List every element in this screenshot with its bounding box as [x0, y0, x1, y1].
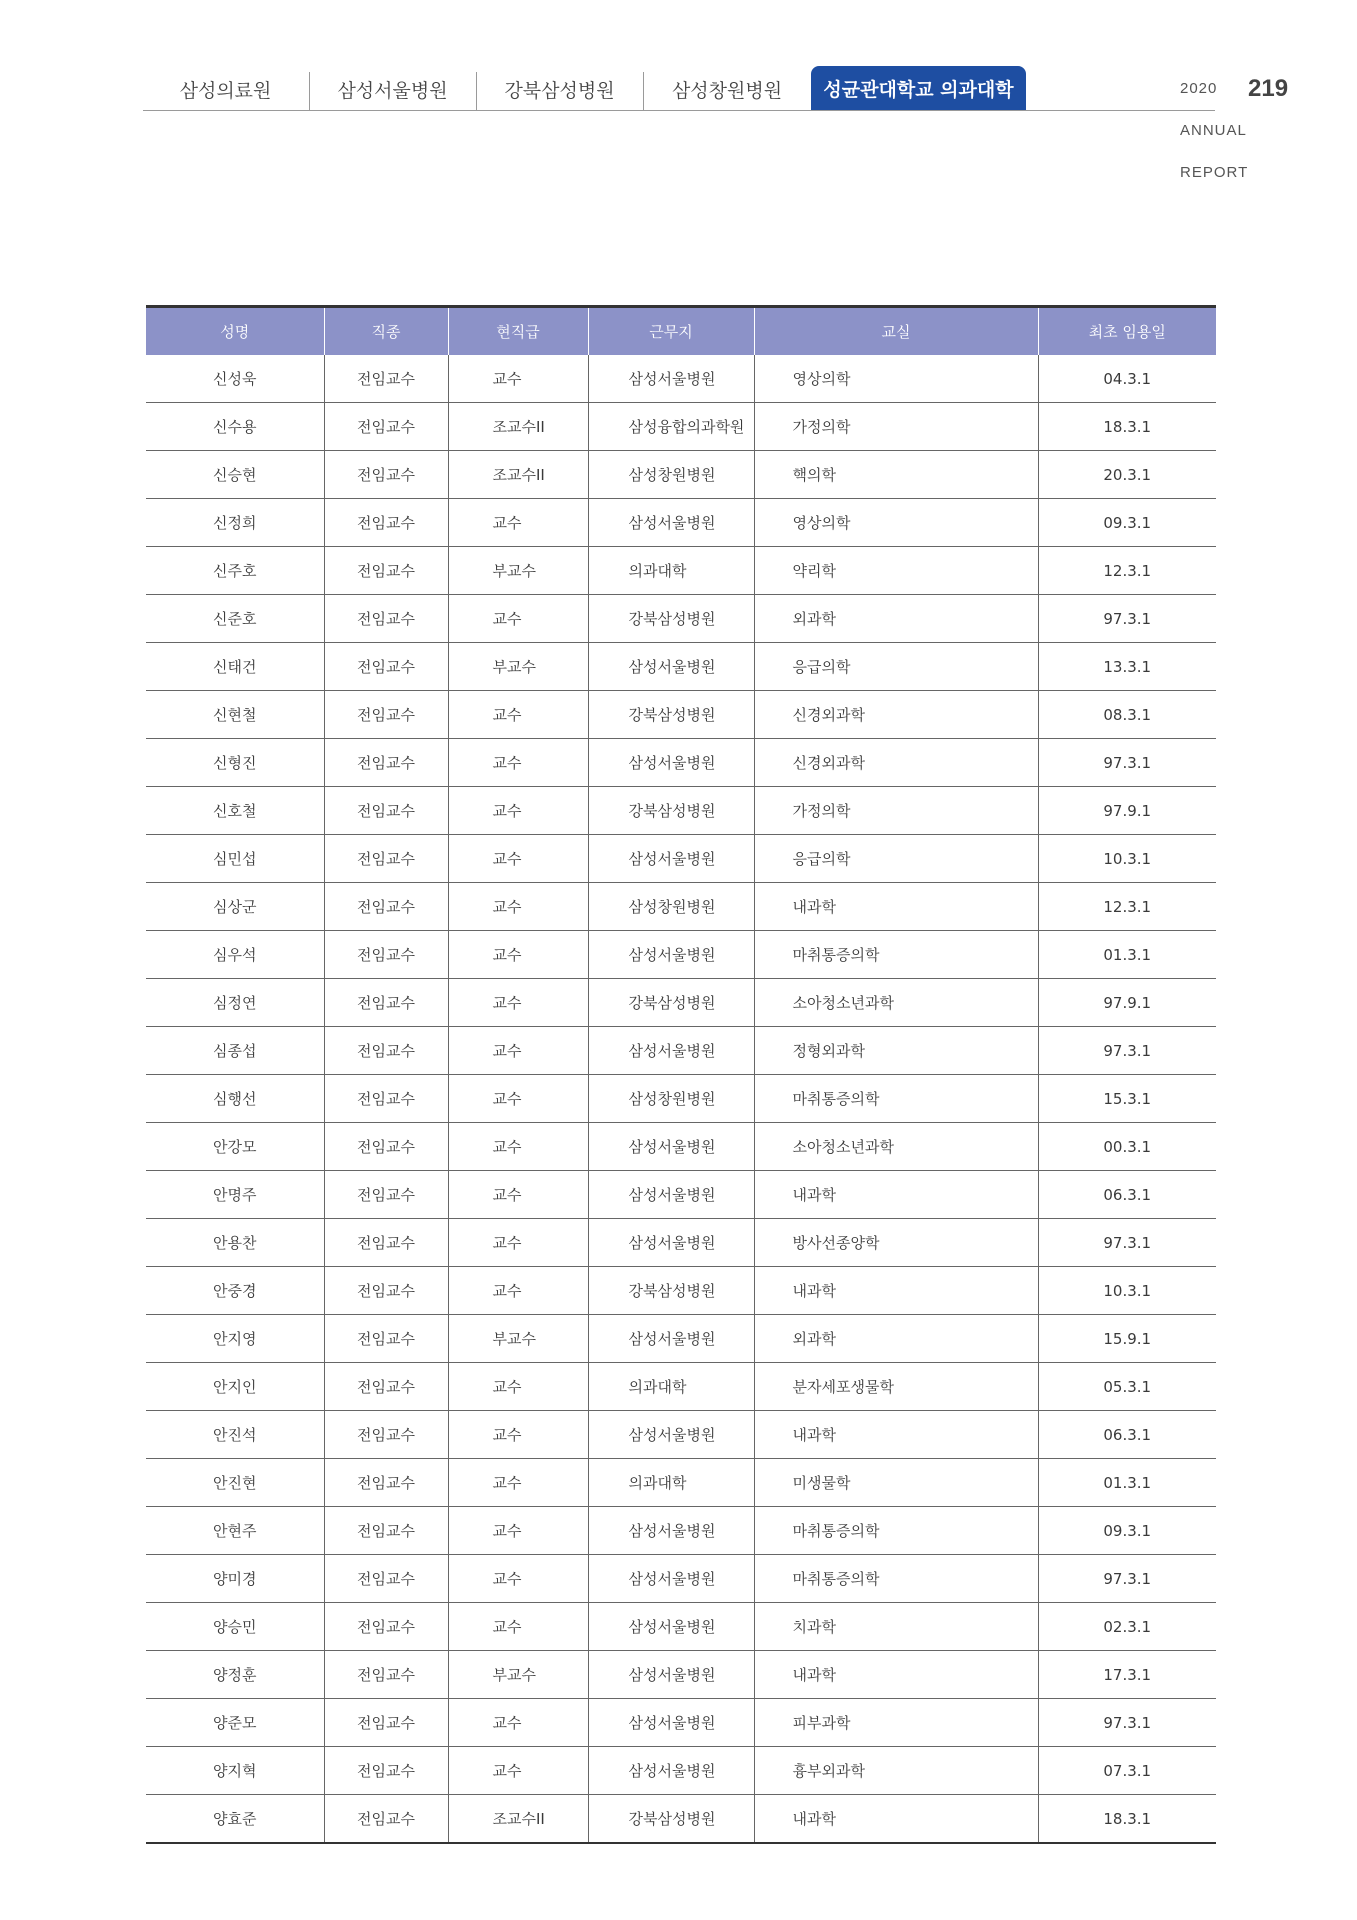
cell-name: 안현주	[146, 1507, 324, 1555]
cell-workplace: 삼성서울병원	[588, 1315, 754, 1363]
cell-workplace: 삼성서울병원	[588, 1699, 754, 1747]
cell-name: 심정연	[146, 979, 324, 1027]
table-row	[146, 883, 1216, 931]
cell-workplace: 강북삼성병원	[588, 595, 754, 643]
cell-first-appointment-date: 15.9.1	[1038, 1315, 1216, 1363]
cell-name: 신준호	[146, 595, 324, 643]
cell-first-appointment-date: 13.3.1	[1038, 643, 1216, 691]
cell-name: 안진현	[146, 1459, 324, 1507]
cell-job-type: 전임교수	[324, 979, 448, 1027]
tab-samsung-seoul-hospital[interactable]: 삼성서울병원	[337, 79, 448, 102]
cell-workplace: 삼성서울병원	[588, 931, 754, 979]
cell-department: 약리학	[754, 547, 1038, 595]
table-row	[146, 1603, 1216, 1651]
cell-name: 신성욱	[213, 370, 257, 388]
cell-first-appointment-date: 12.3.1	[1038, 883, 1216, 931]
table-row	[146, 499, 1216, 547]
page-header	[143, 68, 1249, 181]
cell-job-type: 전임교수	[324, 643, 448, 691]
cell-rank: 교수	[448, 787, 588, 835]
cell-rank: 조교수II	[448, 1795, 588, 1844]
cell-job-type: 전임교수	[324, 1507, 448, 1555]
cell-first-appointment-date: 06.3.1	[1038, 1411, 1216, 1459]
cell-rank: 부교수	[448, 643, 588, 691]
cell-name: 양효준	[146, 1795, 324, 1844]
header-rank: 현직급	[448, 307, 588, 356]
cell-job-type: 전임교수	[324, 403, 448, 451]
cell-department: 가정의학	[754, 787, 1038, 835]
cell-rank: 조교수II	[448, 451, 588, 499]
cell-workplace: 삼성창원병원	[588, 451, 754, 499]
cell-name: 안용찬	[146, 1219, 324, 1267]
cell-workplace: 삼성서울병원	[588, 835, 754, 883]
cell-department: 내과학	[754, 1651, 1038, 1699]
cell-department: 마취통증의학	[754, 1075, 1038, 1123]
cell-first-appointment-date: 97.3.1	[1038, 1219, 1216, 1267]
cell-workplace: 의과대학	[588, 1459, 754, 1507]
cell-rank: 교수	[448, 691, 588, 739]
cell-department: 외과학	[754, 1315, 1038, 1363]
cell-job-type: 전임교수	[324, 1027, 448, 1075]
cell-rank: 교수	[448, 1603, 588, 1651]
cell-department: 핵의학	[754, 451, 1038, 499]
table-row	[146, 1747, 1216, 1795]
cell-first-appointment-date: 01.3.1	[1038, 1459, 1216, 1507]
header-job-type: 직종	[324, 307, 448, 356]
header-name: 성명	[146, 307, 324, 356]
cell-first-appointment-date: 97.9.1	[1038, 979, 1216, 1027]
cell-workplace: 강북삼성병원	[588, 979, 754, 1027]
cell-name: 신호철	[146, 787, 324, 835]
cell-first-appointment-date: 07.3.1	[1038, 1747, 1216, 1795]
header-first-appointment-date: 최초 임용일	[1038, 307, 1216, 356]
table-row	[146, 1651, 1216, 1699]
tab-kangbuk-samsung-hospital[interactable]: 강북삼성병원	[504, 79, 615, 102]
cell-name: 심민섭	[146, 835, 324, 883]
table-row	[146, 1219, 1216, 1267]
cell-rank: 교수	[448, 1411, 588, 1459]
header-workplace: 근무지	[588, 307, 754, 356]
table-row	[146, 1411, 1216, 1459]
cell-department: 흉부외과학	[754, 1747, 1038, 1795]
table-body	[146, 355, 1216, 1843]
cell-job-type: 전임교수	[324, 451, 448, 499]
cell-job-type: 전임교수	[324, 1123, 448, 1171]
cell-workplace: 강북삼성병원	[588, 787, 754, 835]
cell-workplace: 삼성서울병원	[588, 643, 754, 691]
cell-first-appointment-date: 20.3.1	[1038, 451, 1216, 499]
cell-workplace: 삼성서울병원	[588, 1555, 754, 1603]
cell-first-appointment-date: 18.3.1	[1038, 403, 1216, 451]
cell-rank: 교수	[448, 1027, 588, 1075]
cell-name: 양정훈	[146, 1651, 324, 1699]
cell-first-appointment-date: 10.3.1	[1038, 1267, 1216, 1315]
cell-department: 분자세포생물학	[754, 1363, 1038, 1411]
cell-first-appointment-date: 97.9.1	[1038, 787, 1216, 835]
cell-department: 내과학	[754, 1411, 1038, 1459]
table-row	[146, 691, 1216, 739]
cell-first-appointment-date: 12.3.1	[1038, 547, 1216, 595]
cell-name: 안지인	[146, 1363, 324, 1411]
cell-workplace: 강북삼성병원	[588, 1267, 754, 1315]
cell-first-appointment-date: 08.3.1	[1038, 691, 1216, 739]
cell-workplace: 의과대학	[588, 1363, 754, 1411]
cell-name: 양승민	[146, 1603, 324, 1651]
cell-first-appointment-date: 09.3.1	[1038, 1507, 1216, 1555]
cell-department: 소아청소년과학	[754, 979, 1038, 1027]
table-row	[146, 1123, 1216, 1171]
cell-rank: 교수	[448, 1555, 588, 1603]
cell-job-type: 전임교수	[324, 1795, 448, 1844]
cell-workplace: 삼성서울병원	[588, 739, 754, 787]
cell-workplace: 삼성융합의과학원	[588, 403, 754, 451]
cell-department: 피부과학	[754, 1699, 1038, 1747]
cell-department: 내과학	[754, 1267, 1038, 1315]
header-department: 교실	[754, 307, 1038, 356]
cell-workplace: 삼성창원병원	[588, 883, 754, 931]
cell-first-appointment-date: 97.3.1	[1038, 1699, 1216, 1747]
cell-job-type: 전임교수	[324, 1267, 448, 1315]
table-row	[146, 451, 1216, 499]
cell-department: 영상의학	[754, 355, 1038, 403]
table-row	[146, 1171, 1216, 1219]
annual-report-label: 2020 ANNUAL REPORT	[1180, 80, 1249, 181]
cell-name: 신현철	[146, 691, 324, 739]
header-divider	[143, 110, 1215, 111]
cell-job-type: 전임교수	[324, 1315, 448, 1363]
cell-rank: 교수	[448, 499, 588, 547]
cell-first-appointment-date: 06.3.1	[1038, 1171, 1216, 1219]
cell-job-type: 전임교수	[324, 1459, 448, 1507]
cell-job-type: 전임교수	[324, 883, 448, 931]
cell-rank: 교수	[448, 1699, 588, 1747]
cell-rank: 교수	[448, 595, 588, 643]
cell-rank: 교수	[448, 1075, 588, 1123]
cell-department: 치과학	[754, 1603, 1038, 1651]
cell-name: 신태건	[146, 643, 324, 691]
table-row	[146, 979, 1216, 1027]
cell-rank: 교수	[448, 883, 588, 931]
cell-job-type: 전임교수	[324, 355, 448, 403]
table-row	[146, 931, 1216, 979]
table-row	[146, 355, 1216, 403]
table-row	[146, 787, 1216, 835]
cell-rank: 교수	[448, 1171, 588, 1219]
tab-samsung-medical-center[interactable]: 삼성의료원	[179, 79, 272, 102]
cell-name: 신형진	[146, 739, 324, 787]
cell-job-type: 전임교수	[324, 739, 448, 787]
faculty-table	[146, 305, 1216, 1844]
cell-job-type: 전임교수	[324, 835, 448, 883]
cell-workplace: 삼성서울병원	[588, 1171, 754, 1219]
cell-first-appointment-date: 17.3.1	[1038, 1651, 1216, 1699]
cell-department: 응급의학	[754, 835, 1038, 883]
cell-name: 양지혁	[146, 1747, 324, 1795]
cell-rank: 교수	[448, 1747, 588, 1795]
cell-first-appointment-date: 05.3.1	[1038, 1363, 1216, 1411]
cell-first-appointment-date: 01.3.1	[1038, 931, 1216, 979]
cell-name: 안중경	[146, 1267, 324, 1315]
table-row	[146, 1507, 1216, 1555]
cell-first-appointment-date: 02.3.1	[1038, 1603, 1216, 1651]
cell-job-type: 전임교수	[324, 499, 448, 547]
cell-rank: 교수	[448, 1363, 588, 1411]
cell-department: 신경외과학	[754, 739, 1038, 787]
table-header-row	[146, 307, 1216, 356]
cell-job-type: 전임교수	[324, 1219, 448, 1267]
cell-job-type: 전임교수	[324, 1651, 448, 1699]
table-row	[146, 1315, 1216, 1363]
table-row	[146, 1027, 1216, 1075]
cell-name: 양준모	[146, 1699, 324, 1747]
cell-department: 신경외과학	[754, 691, 1038, 739]
cell-department: 가정의학	[754, 403, 1038, 451]
cell-job-type: 전임교수	[324, 595, 448, 643]
table-row	[146, 1699, 1216, 1747]
page-number: 219	[1248, 75, 1289, 102]
cell-department: 마취통증의학	[754, 931, 1038, 979]
cell-name: 심행선	[146, 1075, 324, 1123]
cell-first-appointment-date: 15.3.1	[1038, 1075, 1216, 1123]
cell-job-type: 전임교수	[324, 691, 448, 739]
cell-rank: 교수	[448, 739, 588, 787]
cell-rank: 교수	[448, 931, 588, 979]
cell-job-type: 전임교수	[324, 1411, 448, 1459]
cell-rank: 교수	[448, 979, 588, 1027]
cell-workplace: 삼성서울병원	[588, 1603, 754, 1651]
cell-name: 안명주	[146, 1171, 324, 1219]
cell-job-type: 전임교수	[324, 1603, 448, 1651]
cell-department: 내과학	[754, 1795, 1038, 1844]
cell-department: 마취통증의학	[754, 1555, 1038, 1603]
table-header	[146, 307, 1216, 356]
cell-workplace: 삼성서울병원	[588, 355, 754, 403]
cell-department: 방사선종양학	[754, 1219, 1038, 1267]
table-row	[146, 1363, 1216, 1411]
cell-job-type: 전임교수	[324, 1699, 448, 1747]
cell-workplace: 삼성서울병원	[588, 499, 754, 547]
cell-first-appointment-date: 97.3.1	[1038, 739, 1216, 787]
cell-name: 심상군	[146, 883, 324, 931]
cell-department: 영상의학	[754, 499, 1038, 547]
cell-name: 양미경	[146, 1555, 324, 1603]
cell-department: 정형외과학	[754, 1027, 1038, 1075]
cell-name: 심우석	[146, 931, 324, 979]
cell-workplace: 삼성창원병원	[588, 1075, 754, 1123]
table-row	[146, 547, 1216, 595]
cell-department: 외과학	[754, 595, 1038, 643]
cell-rank: 부교수	[448, 1651, 588, 1699]
cell-rank: 교수	[448, 835, 588, 883]
cell-name: 안진석	[146, 1411, 324, 1459]
cell-department: 미생물학	[754, 1459, 1038, 1507]
cell-rank: 교수	[448, 355, 588, 403]
cell-first-appointment-date: 10.3.1	[1038, 835, 1216, 883]
table-row	[146, 739, 1216, 787]
cell-workplace: 삼성서울병원	[588, 1747, 754, 1795]
cell-first-appointment-date: 04.3.1	[1038, 355, 1216, 403]
cell-job-type: 전임교수	[324, 1555, 448, 1603]
cell-rank: 부교수	[448, 1315, 588, 1363]
cell-workplace: 삼성서울병원	[588, 1651, 754, 1699]
cell-department: 내과학	[754, 1171, 1038, 1219]
cell-first-appointment-date: 97.3.1	[1038, 595, 1216, 643]
cell-name: 신승현	[146, 451, 324, 499]
table-row	[146, 403, 1216, 451]
tab-skku-school-of-medicine[interactable]: 성균관대학교 의과대학	[811, 66, 1026, 110]
cell-rank: 교수	[448, 1123, 588, 1171]
cell-workplace: 의과대학	[588, 547, 754, 595]
cell-rank: 교수	[448, 1459, 588, 1507]
cell-workplace: 삼성서울병원	[588, 1507, 754, 1555]
cell-job-type: 전임교수	[324, 1171, 448, 1219]
table-row	[146, 1555, 1216, 1603]
table-row	[146, 1459, 1216, 1507]
cell-workplace: 삼성서울병원	[588, 1027, 754, 1075]
cell-department: 소아청소년과학	[754, 1123, 1038, 1171]
cell-department: 내과학	[754, 883, 1038, 931]
cell-name: 안강모	[146, 1123, 324, 1171]
cell-name: 신정희	[146, 499, 324, 547]
cell-workplace: 강북삼성병원	[588, 691, 754, 739]
table-row	[146, 1267, 1216, 1315]
cell-first-appointment-date: 97.3.1	[1038, 1027, 1216, 1075]
cell-rank: 교수	[448, 1507, 588, 1555]
cell-rank: 교수	[448, 1267, 588, 1315]
cell-workplace: 삼성서울병원	[588, 1123, 754, 1171]
cell-job-type: 전임교수	[324, 787, 448, 835]
cell-workplace: 삼성서울병원	[588, 1411, 754, 1459]
cell-name: 신주호	[146, 547, 324, 595]
cell-job-type: 전임교수	[324, 1075, 448, 1123]
table-row	[146, 1075, 1216, 1123]
table-row	[146, 1795, 1216, 1844]
cell-name: 심종섭	[146, 1027, 324, 1075]
cell-department: 응급의학	[754, 643, 1038, 691]
cell-workplace: 삼성서울병원	[588, 1219, 754, 1267]
cell-job-type: 전임교수	[324, 1747, 448, 1795]
cell-job-type: 전임교수	[324, 1363, 448, 1411]
cell-rank: 조교수II	[448, 403, 588, 451]
cell-name: 신수용	[146, 403, 324, 451]
cell-first-appointment-date: 00.3.1	[1038, 1123, 1216, 1171]
cell-name: 안지영	[146, 1315, 324, 1363]
cell-first-appointment-date: 09.3.1	[1038, 499, 1216, 547]
cell-first-appointment-date: 97.3.1	[1038, 1555, 1216, 1603]
cell-job-type: 전임교수	[324, 931, 448, 979]
cell-first-appointment-date: 18.3.1	[1038, 1795, 1216, 1844]
cell-department: 마취통증의학	[754, 1507, 1038, 1555]
table-row	[146, 643, 1216, 691]
cell-rank: 교수	[448, 1219, 588, 1267]
tab-samsung-changwon-hospital[interactable]: 삼성창원병원	[671, 79, 783, 102]
table-row	[146, 595, 1216, 643]
cell-workplace: 강북삼성병원	[588, 1795, 754, 1844]
table-row	[146, 835, 1216, 883]
cell-job-type: 전임교수	[324, 547, 448, 595]
cell-rank: 부교수	[448, 547, 588, 595]
